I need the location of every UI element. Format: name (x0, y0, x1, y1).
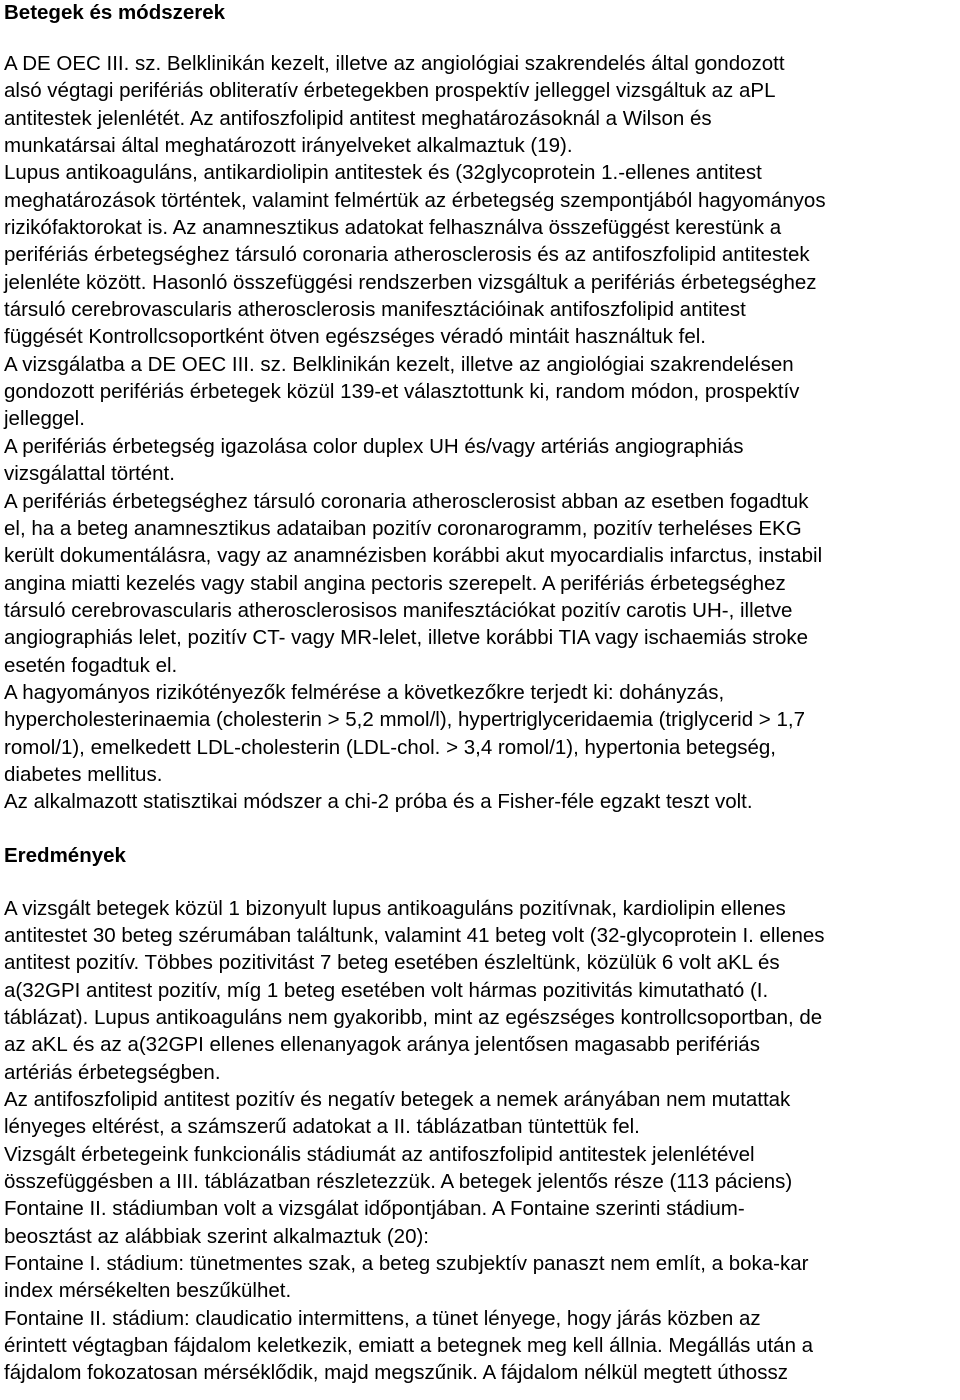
methods-paragraph-4: A perifériás érbetegséghez társuló coronaria atherosclerosist abban az esetben fogadtuk el, ha a beteg anamnesztikus adataiban pozitív coronarogramm, pozitív terheléses EKG került dokumentálásra, vagy az anamnézisben korábbi akut myocardialis infarctus, instabil angina miatti kezelés vagy stabil angina pectoris szerepelt. A perifériás érbetegséghez társuló cerebrovascularis atherosclerosisos manifesztációkat pozitív carotis UH-, illetve angiographiás lelet, pozitív CT- vagy MR-lelet, illetve korábbi TIA vagy ischaemiás stroke esetén fogadtuk el. (4, 489, 823, 677)
section-heading-results: Eredmények (4, 843, 126, 867)
spacer (4, 869, 956, 895)
spacer (4, 26, 956, 50)
methods-paragraph-1: A DE OEC III. sz. Belklinikán kezelt, illetve az angiológiai szakrendelés által gondozott alsó végtagi perifériás obliteratív érbetegekben prospektív jelleggel vizsgáltuk az aPL antitestek jelenlétét. Az antifoszfolipid antitest meghatározásoknál a Wilson és munkatársai által meghatározott irányelveket alkalmaztuk (19). Lupus antikoaguláns, antikardiolipin antitestek és (32glycoprotein 1.-ellenes antitest meghatározások történtek, valamint felmértük az érbetegség szempontjából hagyományos rizikófaktorokat is. Az anamnesztikus adatokat felhasználva összefüggést kerestünk a perifériás érbetegséghez társuló coronaria atherosclerosis és az antifoszfolipid antitestek jelenléte között. Hasonló összefüggési rendszerben vizsgáltuk a perifériás érbetegséghez társuló cerebrovascularis atherosclerosis manifesztációinak antifoszfolipid antitest függését Kontrollcsoportként ötven egészséges véradó mintáit használtuk fel. (4, 52, 826, 349)
results-paragraph-4: Fontaine I. stádium: tünetmentes szak, a beteg szubjektív panaszt nem említ, a boka-kar index mérsékelten beszűkülhet. (4, 1252, 809, 1303)
document-page (4, 0, 956, 1387)
results-paragraph-2: Az antifoszfolipid antitest pozitív és negatív betegek a nemek arányában nem mutattak lényeges eltérést, a számszerű adatokat a II. táblázatban tüntettük fel. (4, 1088, 791, 1139)
results-paragraph-1: A vizsgált betegek közül 1 bizonyult lupus antikoaguláns pozitívnak, kardiolipin ellenes antitestet 30 beteg szérumában találtunk, valamint 41 beteg volt (32-glycoprotein I. ellenes antitest pozitív. Többes pozitivitást 7 beteg esetében észleltünk, közülük 6 volt aKL és a(32GPI antitest pozitív, míg 1 beteg esetében volt hármas pozitivitás kimutatható (I. táblázat). Lupus antikoaguláns nem gyakoribb, mint az egészséges kontrollcsoportban, de az aKL és az a(32GPI ellenes ellenanyagok aránya jelentősen magasabb perifériás artériás érbetegségben. (4, 896, 825, 1084)
methods-paragraph-5: A hagyományos rizikótényezők felmérése a következőkre terjedt ki: dohányzás, hypercholesterinaemia (cholesterin > 5,2 mmol/l), hypertriglyceridaemia (triglycerid > 1,7 romol/1), emelkedett LDL-cholesterin (LDL-chol. > 3,4 romol/1), hypertonia betegség, diabetes mellitus. (4, 680, 805, 786)
methods-paragraph-6: Az alkalmazott statisztikai módszer a chi-2 próba és a Fisher-féle egzakt teszt volt. (4, 790, 753, 814)
results-paragraph-5: Fontaine II. stádium: claudicatio intermittens, a tünet lényege, hogy járás közben az érintett végtagban fájdalom keletkezik, emiatt a betegnek meg kell állnia. Megállás után a fájdalom fokozatosan mérséklődik, majd megszűnik. A fájdalom nélkül megtett úthossz (4, 1306, 814, 1385)
methods-paragraph-2: A vizsgálatba a DE OEC III. sz. Belklinikán kezelt, illetve az angiológiai szakrendelésen gondozott perifériás érbetegek közül 139-et választottunk ki, random módon, prospektív jelleggel. (4, 352, 800, 431)
results-paragraph-3: Vizsgált érbetegeink funkcionális stádiumát az antifoszfolipid antitestek jelenlétével összefüggésben a III. táblázatban részletezzük. A betegek jelentős része (113 páciens) Fontaine II. stádiumban volt a vizsgálat időpontjában. A Fontaine szerinti stádium- beosztást az alábbiak szerint alkalmaztuk (20): (4, 1142, 793, 1248)
methods-paragraph-3: A perifériás érbetegség igazolása color duplex UH és/vagy artériás angiographiás vizsgálattal történt. (4, 434, 744, 486)
section-heading-methods: Betegek és módszerek (4, 1, 226, 24)
